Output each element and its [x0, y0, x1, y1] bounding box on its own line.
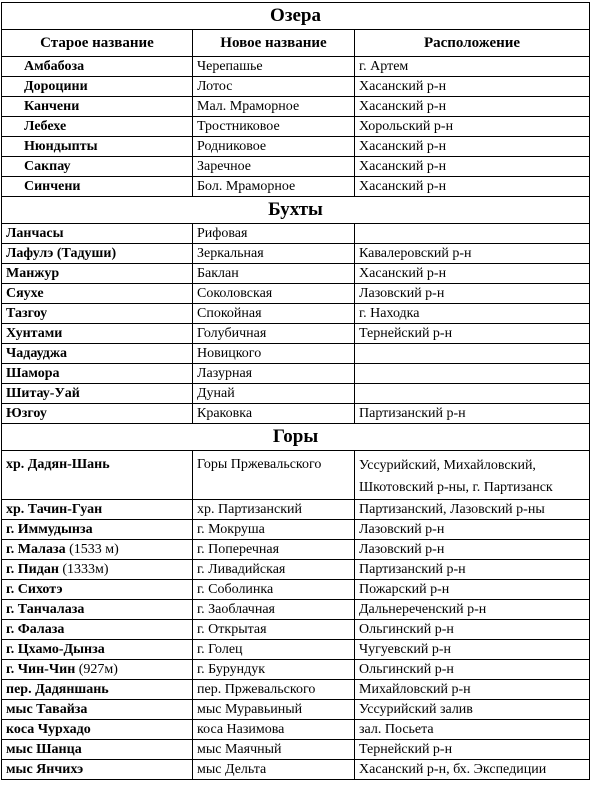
location: Михайловский р-н [355, 680, 590, 700]
location: Дальнереченский р-н [355, 600, 590, 620]
old-name: Хунтами [6, 326, 63, 341]
old-name: г. Цхамо-Дынза [6, 642, 105, 657]
new-name: мыс Дельта [193, 760, 355, 780]
location: Уссурийский залив [355, 700, 590, 720]
new-name: Дунай [193, 384, 355, 404]
table-row [2, 244, 590, 264]
old-name: Амбабоза [24, 59, 85, 74]
column-header-row [2, 30, 590, 57]
section-header-row [2, 3, 590, 30]
location: Партизанский, Лазовский р-ны [355, 500, 590, 520]
old-name-cell [2, 57, 193, 77]
new-name: г. Открытая [193, 620, 355, 640]
old-name-cell [2, 540, 193, 560]
location: г. Находка [355, 304, 590, 324]
old-name-cell [2, 520, 193, 540]
location [355, 344, 590, 364]
new-name: г. Соболинка [193, 580, 355, 600]
table-row [2, 224, 590, 244]
table-row [2, 284, 590, 304]
old-name-cell [2, 284, 193, 304]
old-name-cell [2, 740, 193, 760]
old-name: мыс Тавайза [6, 702, 88, 717]
table-row [2, 304, 590, 324]
old-name: Синчени [24, 179, 81, 194]
table-row [2, 364, 590, 384]
old-name-cell [2, 560, 193, 580]
old-name: Лафулэ (Тадуши) [6, 246, 117, 261]
new-name: Заречное [193, 157, 355, 177]
location: Ольгинский р-н [355, 660, 590, 680]
column-header: Старое название [2, 30, 193, 57]
old-name: Манжур [6, 266, 60, 281]
old-name: коса Чурхадо [6, 722, 91, 737]
table-row [2, 660, 590, 680]
location: Лазовский р-н [355, 520, 590, 540]
location: Пожарский р-н [355, 580, 590, 600]
location: г. Артем [355, 57, 590, 77]
location: Хасанский р-н [355, 177, 590, 197]
new-name: Зеркальная [193, 244, 355, 264]
new-name: г. Мокруша [193, 520, 355, 540]
old-name: Сакпау [24, 159, 71, 174]
new-name: Лотос [193, 77, 355, 97]
old-name: Канчени [24, 99, 80, 114]
location: Хасанский р-н [355, 157, 590, 177]
old-name-cell [2, 680, 193, 700]
new-name: мыс Маячный [193, 740, 355, 760]
old-name-cell [2, 224, 193, 244]
location: Хасанский р-н [355, 97, 590, 117]
old-name-cell [2, 384, 193, 404]
location: Лазовский р-н [355, 540, 590, 560]
old-name: хр. Дадян-Шань [6, 457, 110, 472]
location: Хасанский р-н [355, 264, 590, 284]
old-name-cell [2, 324, 193, 344]
old-name-cell [2, 700, 193, 720]
old-name-cell [2, 264, 193, 284]
location: Хасанский р-н, бх. Экспедиции [355, 760, 590, 780]
old-name-cell [2, 244, 193, 264]
table-row [2, 324, 590, 344]
table-row [2, 640, 590, 660]
table-row [2, 344, 590, 364]
old-name: хр. Тачин-Гуан [6, 502, 103, 517]
section-header-row [2, 197, 590, 224]
new-name: Черепашье [193, 57, 355, 77]
table-row [2, 560, 590, 580]
new-name: хр. Партизанский [193, 500, 355, 520]
table-row [2, 77, 590, 97]
location [355, 224, 590, 244]
old-name-cell [2, 117, 193, 137]
section-header-row [2, 424, 590, 451]
location: Партизанский р-н [355, 404, 590, 424]
old-name-cell [2, 404, 193, 424]
location: Партизанский р-н [355, 560, 590, 580]
new-name: Мал. Мраморное [193, 97, 355, 117]
old-name: Нюндыпты [24, 139, 98, 154]
new-name: г. Заоблачная [193, 600, 355, 620]
table-row [2, 620, 590, 640]
old-name: г. Фалаза [6, 622, 65, 637]
table-row [2, 740, 590, 760]
location: зал. Посьета [355, 720, 590, 740]
old-name: пер. Дадяншань [6, 682, 109, 697]
old-name-cell [2, 760, 193, 780]
old-name: г. Иммудынза [6, 522, 93, 537]
table-row [2, 680, 590, 700]
old-name: мыс Янчихэ [6, 762, 84, 777]
old-name-cell [2, 720, 193, 740]
new-name: Баклан [193, 264, 355, 284]
new-name: Соколовская [193, 284, 355, 304]
old-name: г. Чин-Чин [6, 662, 76, 677]
new-name: коса Назимова [193, 720, 355, 740]
location: Чугуевский р-н [355, 640, 590, 660]
old-name-cell [2, 364, 193, 384]
location: Тернейский р-н [355, 324, 590, 344]
new-name: Рифовая [193, 224, 355, 244]
location: Тернейский р-н [355, 740, 590, 760]
old-name-cell [2, 660, 193, 680]
new-name: Краковка [193, 404, 355, 424]
table-row [2, 580, 590, 600]
location: Кавалеровский р-н [355, 244, 590, 264]
old-name: Сяухе [6, 286, 44, 301]
new-name: Горы Пржевальского [193, 451, 355, 500]
location: Хорольский р-н [355, 117, 590, 137]
location: Хасанский р-н [355, 77, 590, 97]
table-row [2, 700, 590, 720]
old-name-cell [2, 77, 193, 97]
table-row [2, 177, 590, 197]
table-row [2, 57, 590, 77]
old-name: Юзгоу [6, 406, 47, 421]
table-body [2, 3, 590, 780]
location-cell [355, 451, 590, 500]
old-name: Шитау-Уай [6, 386, 80, 401]
old-name-cell [2, 344, 193, 364]
elevation-note: (927м) [75, 662, 118, 677]
table-row [2, 520, 590, 540]
table-row [2, 264, 590, 284]
old-name: г. Пидан [6, 562, 59, 577]
new-name: Бол. Мраморное [193, 177, 355, 197]
elevation-note: (1333м) [58, 562, 109, 577]
table-row [2, 97, 590, 117]
elevation-note: (1533 м) [65, 542, 119, 557]
table-row [2, 540, 590, 560]
new-name: пер. Пржевальского [193, 680, 355, 700]
section-title: Озера [2, 3, 590, 30]
new-name: мыс Муравьиный [193, 700, 355, 720]
old-name: Ланчасы [6, 226, 64, 241]
old-name: г. Сихотэ [6, 582, 63, 597]
table-row [2, 760, 590, 780]
old-name-cell [2, 451, 193, 500]
old-name: г. Малаза [6, 542, 66, 557]
old-name-cell [2, 600, 193, 620]
new-name: Лазурная [193, 364, 355, 384]
table-row [2, 157, 590, 177]
old-name: Тазгоу [6, 306, 48, 321]
table-row [2, 500, 590, 520]
toponym-table [1, 2, 590, 780]
location: Хасанский р-н [355, 137, 590, 157]
table-row [2, 117, 590, 137]
old-name-cell [2, 620, 193, 640]
column-header: Расположение [355, 30, 590, 57]
new-name: г. Голец [193, 640, 355, 660]
table-row [2, 600, 590, 620]
old-name: Лебехе [24, 119, 67, 134]
old-name: г. Танчалаза [6, 602, 85, 617]
old-name-cell [2, 137, 193, 157]
location: Ольгинский р-н [355, 620, 590, 640]
table-row [2, 404, 590, 424]
old-name: Шамора [6, 366, 60, 381]
table-row [2, 720, 590, 740]
new-name: Тростниковое [193, 117, 355, 137]
location-continued: Шкотовский р-ны, г. Партизанск [359, 480, 553, 495]
old-name-cell [2, 177, 193, 197]
section-title: Горы [2, 424, 590, 451]
new-name: г. Поперечная [193, 540, 355, 560]
location: Уссурийский, Михайловский, [359, 458, 536, 473]
old-name-cell [2, 304, 193, 324]
table-row [2, 137, 590, 157]
new-name: Спокойная [193, 304, 355, 324]
old-name: мыс Шанца [6, 742, 82, 757]
old-name: Чадауджа [6, 346, 67, 361]
location [355, 364, 590, 384]
old-name-cell [2, 580, 193, 600]
column-header: Новое название [193, 30, 355, 57]
new-name: Голубичная [193, 324, 355, 344]
new-name: Новицкого [193, 344, 355, 364]
old-name-cell [2, 500, 193, 520]
location: Лазовский р-н [355, 284, 590, 304]
location [355, 384, 590, 404]
new-name: Родниковое [193, 137, 355, 157]
old-name-cell [2, 640, 193, 660]
old-name: Дороцини [24, 79, 88, 94]
table-row [2, 451, 590, 500]
old-name-cell [2, 157, 193, 177]
new-name: г. Ливадийская [193, 560, 355, 580]
table-row [2, 384, 590, 404]
section-title: Бухты [2, 197, 590, 224]
old-name-cell [2, 97, 193, 117]
new-name: г. Бурундук [193, 660, 355, 680]
